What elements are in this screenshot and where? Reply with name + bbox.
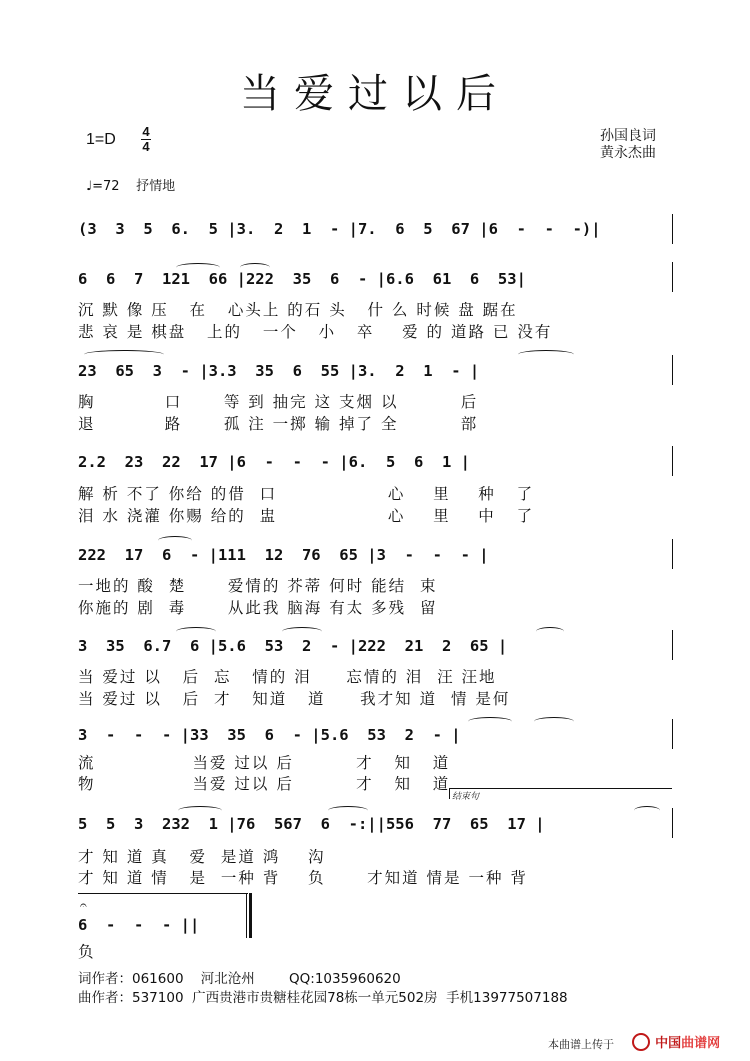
upload-notice: 本曲谱上传于 (548, 1038, 614, 1051)
barline (672, 262, 673, 292)
notation-line-6: 3 35 6.7 6 |5.6 53 2 - |222 21 2 65 | (78, 637, 508, 655)
lyrics-line-4b: 泪 水 浇灌 你赐 给的 盅 心 里 中 了 (78, 507, 535, 525)
barline (672, 539, 673, 569)
fermata-icon: 𝄐 (80, 898, 87, 912)
lyrics-line-2a: 沉 默 像 压 在 心头上 的石 头 什 么 时候 盘 踞在 (78, 301, 518, 319)
lyrics-line-9a: 负 (78, 943, 96, 961)
slur (634, 806, 660, 815)
tempo-expression: 抒情地 (136, 179, 176, 194)
lyrics-line-7b: 物 当爱 过以 后 才 知 道 (78, 775, 451, 793)
slur (468, 717, 512, 726)
slur (328, 806, 368, 815)
final-barline-thin (246, 893, 247, 938)
lyrics-line-5b: 你施的 剧 毒 从此我 脑海 有太 多残 留 (78, 599, 438, 617)
composer-info: 曲作者：537100 广西贵港市贵糖桂花园78栋一单元502房 手机13977507188 (78, 990, 568, 1006)
song-title: 当爱过以后 (240, 71, 510, 117)
tempo-bpm: ♩=72 (86, 179, 120, 194)
barline (672, 719, 673, 749)
site-logo[interactable] (632, 1031, 720, 1051)
ending-bracket (449, 788, 672, 799)
key-signature: 1=D (86, 131, 116, 148)
slur (534, 717, 574, 726)
slur (84, 350, 164, 359)
ending-label: 结束句 (452, 792, 480, 802)
barline (672, 446, 673, 476)
slur (178, 806, 222, 815)
lyricist-credit: 孙国良词 (600, 128, 656, 144)
lyrics-line-6b: 当 爱过 以 后 才 知道 道 我才知 道 情 是何 (78, 690, 511, 708)
notation-line-7: 3 - - - |33 35 6 - |5.6 53 2 - | (78, 726, 461, 744)
notation-line-9: 6 - - - || (78, 916, 200, 934)
lyrics-line-3a: 胸 口 等 到 抽完 这 支烟 以 后 (78, 393, 479, 411)
slur (158, 536, 192, 545)
lyrics-line-2b: 悲 哀 是 棋盘 上的 一个 小 卒 爱 的 道路 已 没有 (78, 323, 553, 341)
logo-text-part2: 曲谱网 (681, 1036, 721, 1051)
time-signature (141, 125, 151, 154)
logo-text-part1: 中国 (655, 1036, 682, 1051)
barline (672, 214, 673, 244)
lyrics-line-6a: 当 爱过 以 后 忘 情的 泪 忘情的 泪 汪 汪地 (78, 668, 497, 686)
lyrics-line-3b: 退 路 孤 注 一掷 输 掉了 全 部 (78, 415, 479, 433)
notation-line-1: (3 3 5 6. 5 |3. 2 1 - |7. 6 5 67 |6 - - -)| (78, 220, 601, 238)
notation-line-4: 2.2 23 22 17 |6 - - - |6. 5 6 1 | (78, 453, 470, 471)
notation-line-3: 23 65 3 - |3.3 35 6 55 |3. 2 1 - | (78, 362, 480, 380)
slur (282, 627, 322, 636)
barline (672, 630, 673, 660)
tempo-marking (86, 175, 175, 194)
time-signature-top: 4 (142, 124, 150, 139)
ending-line (78, 893, 248, 894)
notation-line-8: 5 5 3 232 1 |76 567 6 -:||556 77 65 17 | (78, 815, 545, 833)
final-barline-thick (249, 893, 252, 938)
lyricist-info: 词作者：061600 河北沧州 QQ:1035960620 (78, 971, 401, 987)
lyrics-line-4a: 解 析 不了 你给 的借 口 心 里 种 了 (78, 485, 535, 503)
lyrics-line-7a: 流 当爱 过以 后 才 知 道 (78, 754, 451, 772)
time-signature-bottom: 4 (142, 139, 150, 154)
slur (518, 350, 574, 359)
slur (176, 627, 216, 636)
barline (672, 355, 673, 385)
barline (672, 808, 673, 838)
credits (600, 128, 656, 162)
lyrics-line-8a: 才 知 道 真 爱 是道 鸿 沟 (78, 848, 368, 866)
lyrics-line-5a: 一地的 酸 楚 爱情的 芥蒂 何时 能结 束 (78, 577, 438, 595)
logo-icon (632, 1033, 650, 1051)
slur (536, 627, 564, 636)
notation-line-5: 222 17 6 - |111 12 76 65 |3 - - - | (78, 546, 489, 564)
lyrics-line-8b: 才 知 道 情 是 一种 背 负 才知道 情是 一种 背 (78, 869, 528, 887)
composer-credit: 黄永杰曲 (600, 145, 656, 161)
notation-line-2: 6 6 7 121 66 |222 35 6 - |6.6 61 6 53| (78, 270, 526, 288)
